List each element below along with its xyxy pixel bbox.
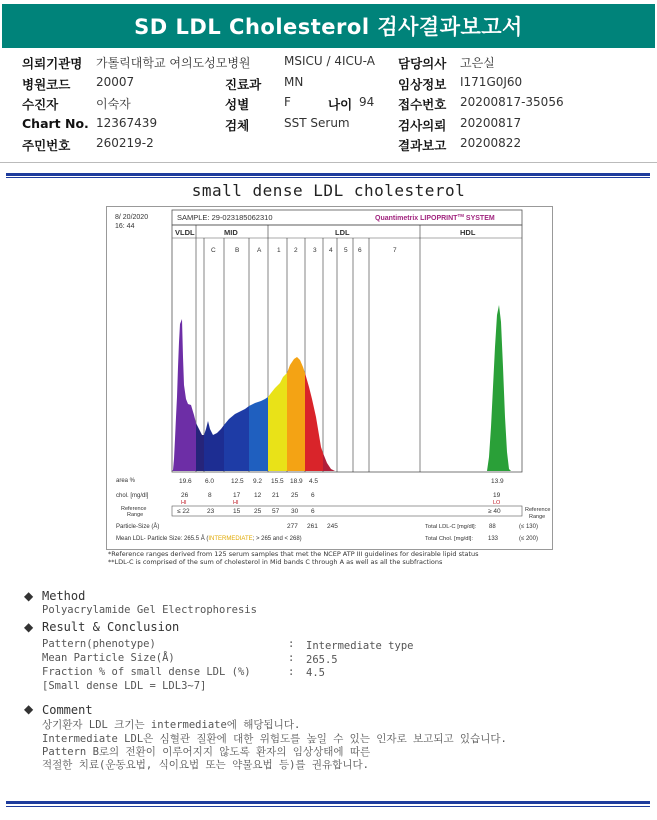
result-colon-1: : <box>288 638 295 650</box>
result-colon-2: : <box>288 652 295 664</box>
chol-flag-b: HI <box>233 500 239 506</box>
sample-id: SAMPLE: 29-023185062310 <box>177 213 273 222</box>
id-value: 260219-2 <box>96 136 154 150</box>
mid-c-area <box>204 421 224 471</box>
particle-value-3: 245 <box>327 523 338 530</box>
ward-value: MSICU / 4ICU-A <box>284 54 375 68</box>
info-row-2 <box>22 75 642 93</box>
particle-value-2: 261 <box>307 523 318 530</box>
comment-line-1: 상기환자 LDL 크기는 intermediate에 해당됩니다. <box>42 719 301 731</box>
result-label-pattern: Pattern(phenotype) <box>42 638 156 650</box>
report-value: 20200822 <box>460 136 522 150</box>
area-value-a: 9.2 <box>253 478 263 485</box>
code-value: 20007 <box>96 75 135 89</box>
patient-value: 이숙자 <box>96 97 131 111</box>
sub-band-7: 7 <box>393 247 397 254</box>
request-value: 20200817 <box>460 116 522 130</box>
sub-band-a: A <box>257 247 262 254</box>
receipt-label: 접수번호 <box>398 97 447 112</box>
ref-value-1: 57 <box>272 508 280 515</box>
bottom-blue-rule <box>6 801 650 804</box>
total-chol-label: Total Chol. [mg/dl]: <box>425 536 474 542</box>
result-value-fraction: 4.5 <box>306 667 325 679</box>
lipoprint-report <box>106 206 553 550</box>
report-label: 결과보고 <box>398 138 447 153</box>
ref-right-1: Reference <box>525 507 551 513</box>
print-date: 8/ 20/2020 <box>115 214 149 221</box>
band-label-ldl: LDL <box>335 228 350 237</box>
footnote-1: *Reference ranges derived from 125 serum samples that met the NCEP ATP III guidelines for desirable lipid status <box>108 550 479 558</box>
section-title: small dense LDL cholesterol <box>191 181 466 200</box>
result-label-fraction: Fraction % of small dense LDL (%) <box>42 666 251 678</box>
ref-right-2: Range <box>529 514 546 520</box>
sub-band-c: C <box>211 247 216 254</box>
ldl-1-area <box>268 373 287 471</box>
chol-value-hdl: 19 <box>493 492 501 499</box>
total-chol-ref: (≤ 200) <box>519 536 538 542</box>
band-label-mid: MID <box>224 228 238 237</box>
id-label: 주민번호 <box>22 138 71 153</box>
chol-flag-vldl: HI <box>181 500 187 506</box>
chol-label: chol. [mg/dl] <box>116 493 149 499</box>
area-value-2: 18.9 <box>290 478 303 485</box>
result-value-size: 265.5 <box>306 654 338 666</box>
ref-value-c: 23 <box>207 508 215 515</box>
ref-value-3: 6 <box>311 508 315 515</box>
ldl-4-area <box>323 453 335 471</box>
top-blue-rule <box>6 173 650 176</box>
area-value-hdl: 13.9 <box>491 478 504 485</box>
vldl-peak <box>172 319 196 471</box>
total-ldl-label: Total LDL-C [mg/dl]: <box>425 524 477 530</box>
sub-band-3: 3 <box>313 247 317 254</box>
ref-value-vldl: ≤ 22 <box>177 508 190 515</box>
info-divider <box>0 162 657 163</box>
info-row-4 <box>22 116 642 134</box>
sub-band-1: 1 <box>277 247 281 254</box>
report-title: SD LDL Cholesterol 검사결과보고서 <box>134 15 523 39</box>
patient-label: 수진자 <box>22 97 59 112</box>
result-note: [Small dense LDL = LDL3~7] <box>42 680 207 692</box>
ldl-3-area <box>305 373 323 471</box>
ref-value-a: 25 <box>254 508 262 515</box>
result-bullet-icon: ◆ <box>24 620 34 634</box>
hospital-label: 의뢰기관명 <box>22 56 83 71</box>
area-value-1: 15.5 <box>271 478 284 485</box>
sex-label: 성별 <box>225 97 250 112</box>
method-text: Polyacrylamide Gel Electrophoresis <box>42 604 257 616</box>
report-title-bar <box>2 4 655 48</box>
chol-value-2: 25 <box>291 492 299 499</box>
ref-value-hdl: ≥ 40 <box>488 508 501 515</box>
sub-band-2: 2 <box>294 247 298 254</box>
method-bullet-icon: ◆ <box>24 589 34 603</box>
bottom-blue-rule-thin <box>6 806 650 807</box>
result-value-pattern: Intermediate type <box>306 640 414 652</box>
footnote-2: **LDL-C is comprised of the sum of cholesterol in Mid bands C through A as well as all the subfractions <box>108 558 443 566</box>
mid-a-area <box>249 397 268 471</box>
mean-ldl-size: Mean LDL- Particle Size: 265.5 Å (INTERMEDIATE; > 265 and < 268) <box>116 536 302 542</box>
lipoprint-svg <box>107 207 552 549</box>
mid-b-area <box>224 406 249 471</box>
age-label: 나이 <box>328 97 353 112</box>
ref-label-1: Reference <box>121 506 147 512</box>
chol-value-b: 17 <box>233 492 241 499</box>
info-row-3 <box>22 95 642 113</box>
chol-value-c: 8 <box>208 492 212 499</box>
code-label: 병원코드 <box>22 77 71 92</box>
doctor-label: 담당의사 <box>398 56 447 71</box>
comment-line-2: Intermediate LDL은 심혈관 질환에 대한 위험도를 높일 수 있는 인자로 보고되고 있습니다. <box>42 733 507 745</box>
chol-value-1: 21 <box>272 492 280 499</box>
comment-bullet-icon: ◆ <box>24 702 34 716</box>
result-header: Result & Conclusion <box>42 620 180 634</box>
band-label-vldl: VLDL <box>175 228 195 237</box>
ref-label-2: Range <box>127 512 144 518</box>
ldl-2-area <box>287 357 305 471</box>
result-label-size: Mean Particle Size(Å) <box>42 652 175 664</box>
print-time: 16: 44 <box>115 223 135 230</box>
info-row-1 <box>22 54 642 72</box>
area-value-c: 6.0 <box>205 478 215 485</box>
area-value-3: 4.5 <box>309 478 319 485</box>
area-label: area % <box>116 478 136 484</box>
hdl-peak <box>487 305 511 471</box>
chart-value: 12367439 <box>96 116 158 130</box>
chol-value-a: 12 <box>254 492 262 499</box>
chol-value-vldl: 26 <box>181 492 189 499</box>
age-value: 94 <box>359 95 375 109</box>
dept-label: 진료과 <box>225 77 262 92</box>
band-label-hdl: HDL <box>460 228 476 237</box>
total-chol-value: 133 <box>488 536 499 542</box>
particle-label: Particle-Size (Å) <box>116 524 160 530</box>
clinical-label: 임상정보 <box>398 77 447 92</box>
chol-value-3: 6 <box>311 492 315 499</box>
sub-band-6: 6 <box>358 247 362 254</box>
ref-range-box <box>172 506 522 516</box>
comment-header: Comment <box>42 703 93 717</box>
brand-name: Quantimetrix LIPOPRINT™ SYSTEM <box>375 213 495 222</box>
ref-value-b: 15 <box>233 508 241 515</box>
method-header: Method <box>42 589 86 603</box>
total-ldl-value: 88 <box>489 524 496 530</box>
ref-value-2: 30 <box>291 508 299 515</box>
chart-label: Chart No. <box>22 116 89 131</box>
receipt-value: 20200817-35056 <box>460 95 564 109</box>
doctor-value: 고은실 <box>460 56 495 70</box>
sub-band-4: 4 <box>329 247 333 254</box>
request-label: 검사의뢰 <box>398 118 447 133</box>
info-row-5 <box>22 136 642 154</box>
clinical-value: I171G0J60 <box>460 75 523 89</box>
mid-c-peak <box>196 423 204 471</box>
hospital-value: 가톨릭대학교 여의도성모병원 <box>96 56 251 70</box>
sub-band-5: 5 <box>344 247 348 254</box>
dept-value: MN <box>284 75 304 89</box>
area-value-b: 12.5 <box>231 478 244 485</box>
comment-line-4: 적절한 치료(운동요법, 식이요법 또는 약물요법 등)를 권유합니다. <box>42 759 369 771</box>
specimen-label: 검체 <box>225 118 250 133</box>
top-blue-rule-thin <box>6 177 650 178</box>
total-ldl-ref: (≤ 130) <box>519 524 538 530</box>
specimen-value: SST Serum <box>284 116 350 130</box>
comment-line-3: Pattern B로의 전환이 이루어지지 않도록 환자의 임상상태에 따른 <box>42 746 371 758</box>
result-colon-3: : <box>288 666 295 678</box>
particle-value-1: 277 <box>287 523 298 530</box>
sex-value: F <box>284 95 291 109</box>
chol-flag-hdl: LO <box>493 500 501 506</box>
area-value-vldl: 19.6 <box>179 478 192 485</box>
sub-band-b: B <box>235 247 240 254</box>
